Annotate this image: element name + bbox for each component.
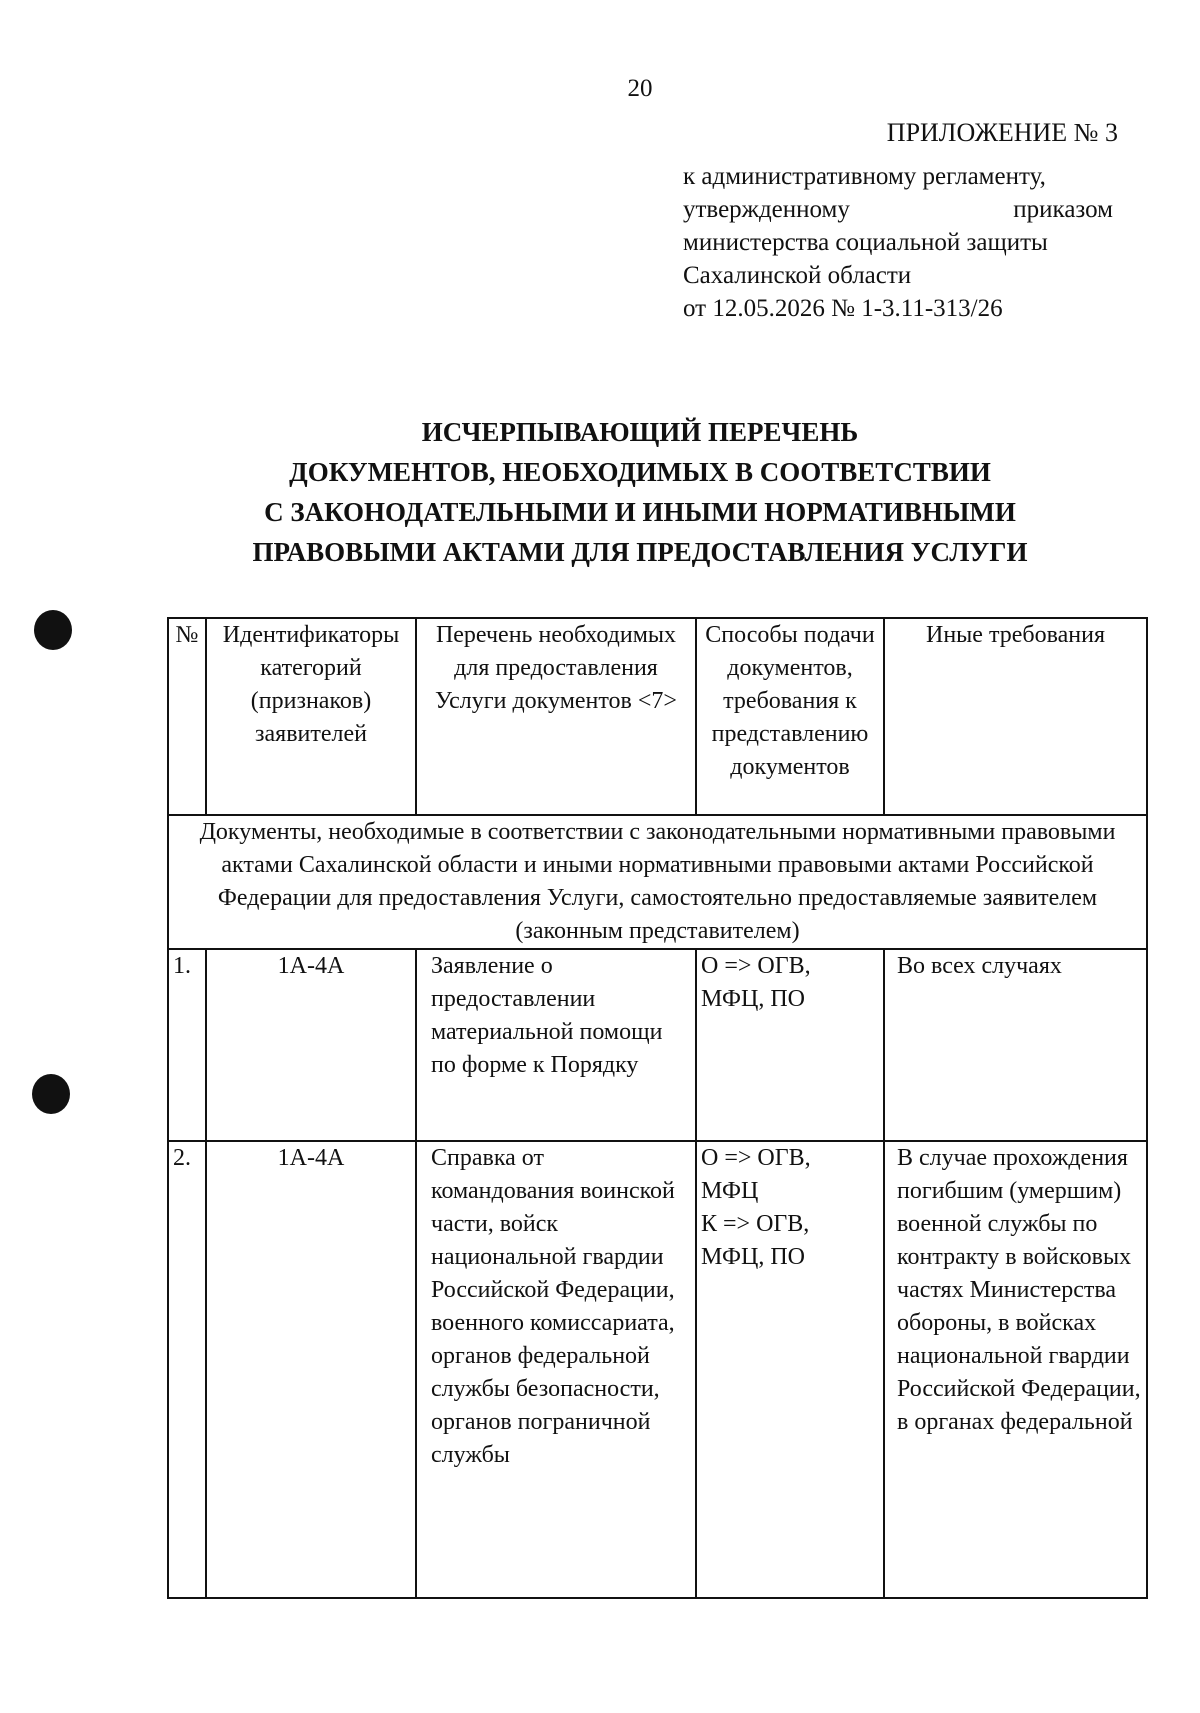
appendix-line-left: утвержденному [683,196,850,223]
cell-submission-method: О => ОГВ, МФЦ, ПО [696,949,884,1141]
cell-document: Справка от командования воинской части, войск национальной гвардии Российской Федерации, военного комиссариата, органов федеральной службы безопасности, органов пограничной службы [416,1141,696,1598]
cell-applicant-ids: 1А-4А [206,949,416,1141]
appendix-title: ПРИЛОЖЕНИЕ № 3 [886,118,1118,147]
page-number: 20 [627,75,653,102]
cell-number: 2. [168,1141,206,1598]
appendix-block [683,160,1113,325]
cell-number: 1. [168,949,206,1141]
documents-table [167,617,1148,1599]
table-header-row [168,618,1147,815]
appendix-line-right: приказом [1013,196,1113,223]
header-other-requirements: Иные требования [884,618,1147,815]
table-row [168,1141,1147,1598]
title-line: ПРАВОВЫМИ АКТАМИ ДЛЯ ПРЕДОСТАВЛЕНИЯ УСЛУГИ [252,537,1028,567]
binder-hole-mark [34,610,72,650]
title-line: С ЗАКОНОДАТЕЛЬНЫМИ И ИНЫМИ НОРМАТИВНЫМИ [264,497,1016,527]
cell-submission-method: О => ОГВ, МФЦ К => ОГВ, МФЦ, ПО [696,1141,884,1598]
cell-other-requirements: В случае прохождения погибшим (умершим) военной службы по контракту в войсковых частях Министерства обороны, в войсках национальной гвардии Российской Федерации, в органах федеральной [884,1141,1147,1598]
document-title [140,412,1140,572]
appendix-line: к административному регламенту, [683,163,1046,190]
header-applicant-ids: Идентификаторы категорий (признаков) заявителей [206,618,416,815]
appendix-line [683,193,1113,226]
table-section-row [168,815,1147,949]
appendix-line: от 12.05.2026 № 1-3.11-313/26 [683,295,1003,322]
table-row [168,949,1147,1141]
binder-hole-mark [32,1074,70,1114]
section-caption: Документы, необходимые в соответствии с законодательными нормативными правовыми актами Сахалинской области и иными нормативными правовыми актами Российской Федерации для предоставления Услуги, самостоятельно предоставляемые заявителем (законным представителем) [168,815,1147,949]
cell-applicant-ids: 1А-4А [206,1141,416,1598]
appendix-line: министерства социальной защиты [683,229,1048,256]
header-submission-methods: Способы подачи документов, требования к представлению документов [696,618,884,815]
appendix-line: Сахалинской области [683,262,912,289]
title-line: ИСЧЕРПЫВАЮЩИЙ ПЕРЕЧЕНЬ [421,417,859,447]
header-documents: Перечень необходимых для предоставления Услуги документов <7> [416,618,696,815]
header-number: № [168,618,206,815]
cell-document: Заявление о предоставлении материальной помощи по форме к Порядку [416,949,696,1141]
cell-other-requirements: Во всех случаях [884,949,1147,1141]
title-line: ДОКУМЕНТОВ, НЕОБХОДИМЫХ В СООТВЕТСТВИИ [289,457,991,487]
